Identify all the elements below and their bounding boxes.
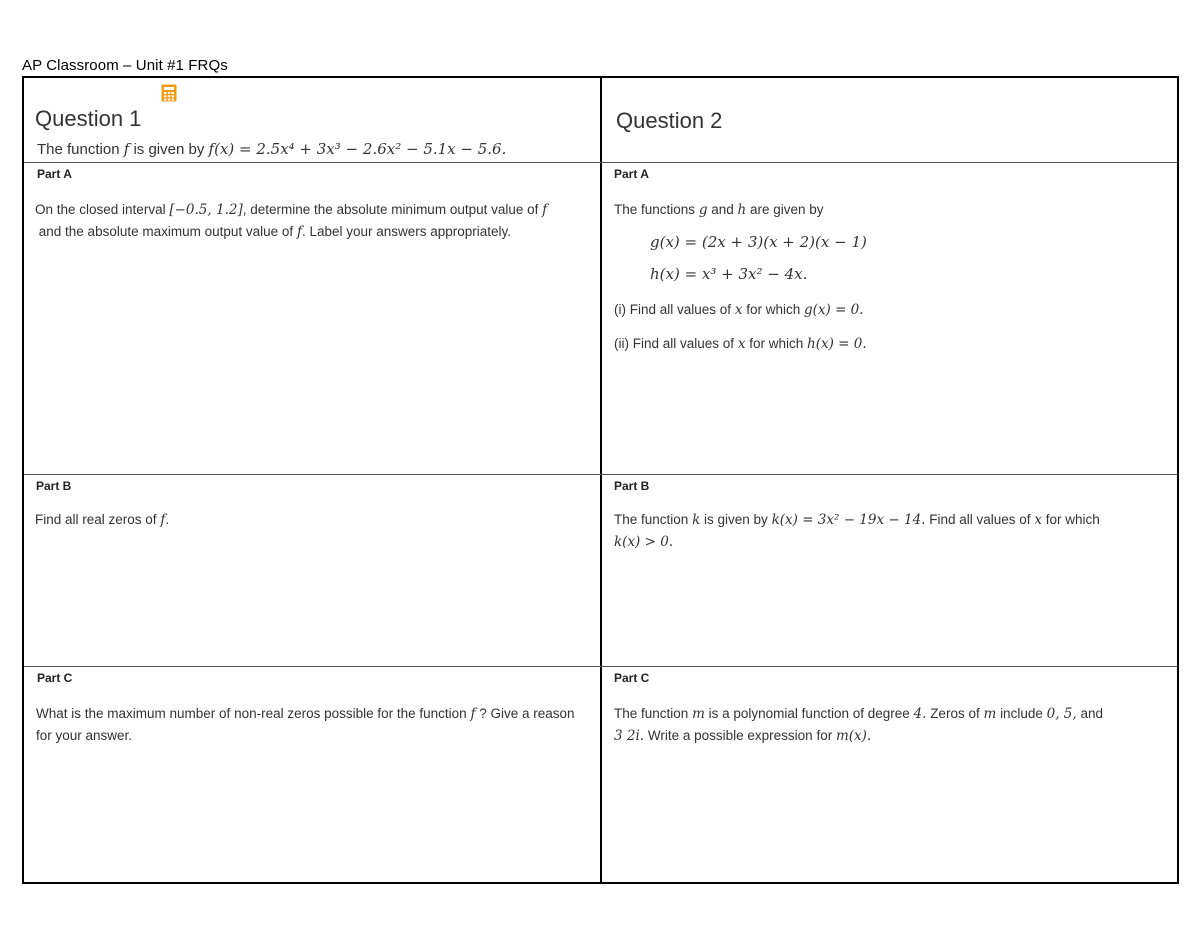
frq-grid <box>22 76 1179 884</box>
question-2-part-c <box>602 667 1179 884</box>
question-2-part-a-item-2: (ii) Find all values of x for which h(x) = 0. <box>614 336 867 352</box>
question-2-part-a-intro: The functions g and h are given by <box>614 202 824 218</box>
question-1-header <box>24 78 600 162</box>
question-1-part-b-text: Find all real zeros of f. <box>35 512 170 528</box>
question-2-part-a <box>602 163 1179 474</box>
part-label: Part B <box>36 479 72 493</box>
part-label: Part A <box>37 167 72 181</box>
question-2-part-b <box>602 475 1179 666</box>
part-label: Part B <box>614 479 650 493</box>
question-1-part-c <box>24 667 600 884</box>
equation-h: h(x) = x³ + 3x² − 4x. <box>650 265 808 283</box>
question-1-part-b <box>24 475 600 666</box>
part-label: Part C <box>614 671 650 685</box>
part-label: Part C <box>37 671 73 685</box>
question-2-part-b-text: The function k is given by k(x) = 3x² − 19x − 14. Find all values of x for which k(x) > 0. <box>614 512 1100 550</box>
question-1-heading: Question 1 <box>35 106 142 131</box>
question-2-part-a-item-1: (i) Find all values of x for which g(x) = 0. <box>614 302 864 318</box>
question-1-part-a-text: On the closed interval [−0.5, 1.2], determine the absolute minimum output value of f and the absolute maximum output value of f. Label your answers appropriately. <box>35 202 548 240</box>
question-1-part-a <box>24 163 600 474</box>
part-label: Part A <box>614 167 649 181</box>
question-2-heading: Question 2 <box>616 108 723 133</box>
question-1-intro: The function f is given by f(x) = 2.5x⁴ + 3x³ − 2.6x² − 5.1x − 5.6. <box>37 140 507 158</box>
question-2-header <box>602 78 1179 162</box>
equation-g: g(x) = (2x + 3)(x + 2)(x − 1) <box>650 233 867 251</box>
question-1-part-c-text: What is the maximum number of non-real zeros possible for the function f ? Give a reason for your answer. <box>36 706 575 743</box>
calculator-icon[interactable] <box>160 84 178 102</box>
question-2-part-c-text: The function m is a polynomial function of degree 4. Zeros of m include 0, 5, and 3 2i. Write a possible expression for m(x). <box>614 706 1103 744</box>
document-title: AP Classroom – Unit #1 FRQs <box>22 57 228 74</box>
